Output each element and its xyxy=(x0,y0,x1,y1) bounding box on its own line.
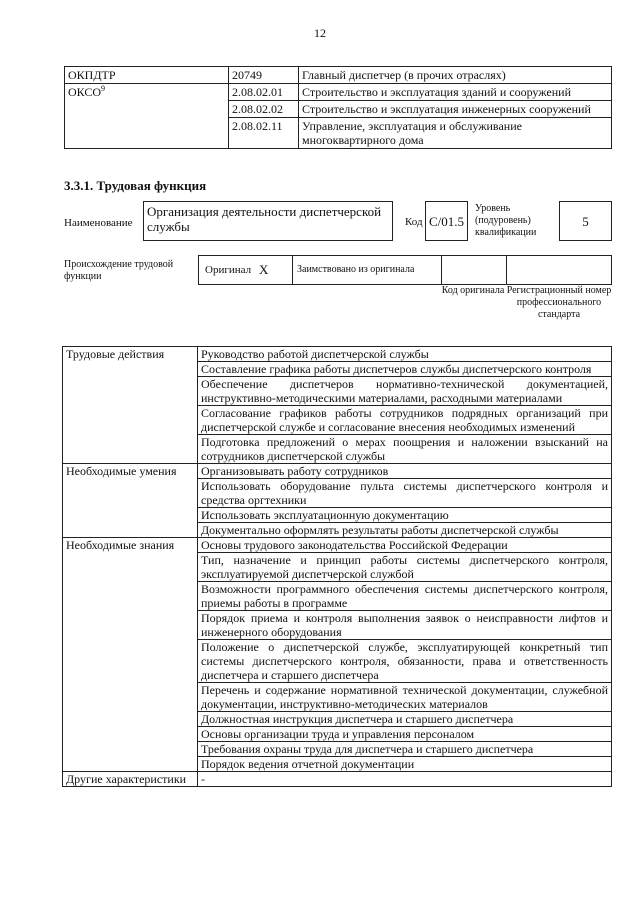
original-mark: X xyxy=(259,262,269,277)
section-item: Положение о диспетчерской службе, эксплуатирующей конкретный тип системы диспетчерского контроля, обязанности, права и ответственность диспетчера и старшего диспетчера xyxy=(198,640,612,683)
section-item: Основы организации труда и управления персоналом xyxy=(198,727,612,742)
section-item: Документально оформлять результаты работы диспетчерской службы xyxy=(198,523,612,538)
section-item: - xyxy=(198,772,612,787)
name-label: Наименование xyxy=(64,217,133,229)
borrowed-label: Заимствовано из оригинала xyxy=(297,264,415,275)
codes-code: 2.08.02.01 xyxy=(229,84,299,101)
origin-code-caption: Код оригинала xyxy=(441,285,505,296)
section-item: Составление графика работы диспетчеров службы диспетчерского контроля xyxy=(198,362,612,377)
origin-boxes xyxy=(198,255,612,285)
section-item: Использовать оборудование пульта системы диспетчерского контроля и средства оргтехники xyxy=(198,479,612,508)
codes-row xyxy=(65,101,612,118)
level-label: Уровень (подуровень) квалификации xyxy=(475,203,537,238)
page-number: 12 xyxy=(314,26,326,40)
main-table-row xyxy=(63,347,612,362)
section-item: Возможности программного обеспечения системы диспетчерского контроля, приемы работы в программе xyxy=(198,582,612,611)
codes-label-cell xyxy=(65,84,229,101)
code-value: C/01.5 xyxy=(428,214,465,229)
codes-label-cell xyxy=(65,101,229,118)
codes-label: ОКПДТР xyxy=(68,68,116,82)
section-item: Порядок ведения отчетной документации xyxy=(198,757,612,772)
codes-text: Строительство и эксплуатация инженерных сооружений xyxy=(299,101,612,118)
codes-text: Главный диспетчер (в прочих отраслях) xyxy=(299,67,612,84)
main-table-row xyxy=(63,772,612,787)
origin-code-cell xyxy=(442,256,507,284)
codes-row xyxy=(65,67,612,84)
section-item: Основы трудового законодательства Российской Федерации xyxy=(198,538,612,553)
codes-label-cell xyxy=(65,118,229,149)
origin-reg-cell xyxy=(507,256,611,284)
codes-label-cell xyxy=(65,67,229,84)
section-item: Организовывать работу сотрудников xyxy=(198,464,612,479)
main-table-row xyxy=(63,538,612,553)
section-item: Руководство работой диспетчерской службы xyxy=(198,347,612,362)
origin-reg-caption: Регистрационный номер профессионального стандарта xyxy=(506,285,612,320)
borrowed-cell xyxy=(293,256,442,284)
codes-table xyxy=(64,66,612,149)
name-value: Организация деятельности диспетчерской службы xyxy=(147,204,382,234)
codes-code: 2.08.02.11 xyxy=(229,118,299,149)
section-item: Должностная инструкция диспетчера и старшего диспетчера xyxy=(198,712,612,727)
level-value-box xyxy=(559,201,612,241)
section-item: Перечень и содержание нормативной технической документации, служебной документации, инструктивно-методических материалов xyxy=(198,683,612,712)
section-item: Требования охраны труда для диспетчера и старшего диспетчера xyxy=(198,742,612,757)
codes-code: 20749 xyxy=(229,67,299,84)
section-category: Необходимые умения xyxy=(63,464,198,538)
origin-label: Происхождение трудовой функции xyxy=(64,259,174,282)
codes-text: Строительство и эксплуатация зданий и сооружений xyxy=(299,84,612,101)
section-item: Тип, назначение и принцип работы системы диспетчерского контроля, эксплуатируемой диспетчерской службой xyxy=(198,553,612,582)
section-title: 3.3.1. Трудовая функция xyxy=(64,178,207,193)
section-item: Обеспечение диспетчеров нормативно-технической документацией, инструктивно-методическими материалами, расходными материалами xyxy=(198,377,612,406)
section-item: Подготовка предложений о мерах поощрения и наложении взысканий на сотрудников диспетчерской службы xyxy=(198,435,612,464)
code-label: Код xyxy=(405,216,423,228)
codes-label-sup: 9 xyxy=(101,84,106,93)
section-category: Необходимые знания xyxy=(63,538,198,772)
level-value: 5 xyxy=(582,214,589,229)
name-value-box xyxy=(143,201,393,241)
original-label: Оригинал xyxy=(205,264,252,276)
main-table xyxy=(62,346,612,787)
original-cell xyxy=(199,256,293,284)
section-item: Порядок приема и контроля выполнения заявок о неисправности лифтов и инженерного оборудования xyxy=(198,611,612,640)
section-category: Трудовые действия xyxy=(63,347,198,464)
codes-text: Управление, эксплуатация и обслуживание многоквартирного дома xyxy=(299,118,612,149)
codes-row xyxy=(65,118,612,149)
section-item: Использовать эксплуатационную документацию xyxy=(198,508,612,523)
section-category: Другие характеристики xyxy=(63,772,198,787)
main-table-row xyxy=(63,464,612,479)
codes-row xyxy=(65,84,612,101)
section-item: Согласование графиков работы сотрудников подрядных организаций при диспетчерской службе и согласование внесения необходимых изменений xyxy=(198,406,612,435)
code-value-box xyxy=(425,201,468,241)
codes-label: ОКСО xyxy=(68,85,102,99)
codes-code: 2.08.02.02 xyxy=(229,101,299,118)
